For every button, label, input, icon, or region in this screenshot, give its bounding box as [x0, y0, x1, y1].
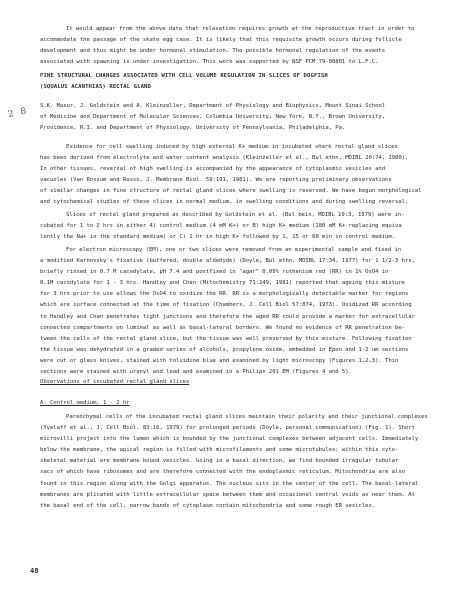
- text-line: Parenchymal cells of the incubated rectal gland slices maintain their polarity and their junctional complexes: [66, 414, 428, 420]
- handwritten-margin-note: 2 8: [7, 105, 30, 121]
- title-line: (SQUALUS ACANTHIAS) RECTAL GLAND: [40, 84, 151, 91]
- text-line: the basal end of the cell, narrow bands of cytoplasm contain mitochondria and some rough ER vesicles.: [40, 502, 376, 509]
- text-line: cubated for 1 to 2 hrs in either 4) control medium (4 mM K+) or B) high K+ medium (280 mM K+ replacing equiva: [40, 223, 402, 230]
- text-line: Evidence for cell swelling induced by high external K+ medium in incubated shark rectal gland slices: [66, 144, 398, 150]
- text-line: membranes are plicated with little extracellular space between them and occasional central voids as near them. At: [40, 491, 415, 498]
- text-line: microvilli project into the lumen which is bounded by the junctional complexes between adjacent cells. Immediately: [40, 436, 419, 443]
- text-line: a modified Karnovsky's fixative (buffered, double aldehyde) (Doyle, Bul ethn, MDIBL 17:34, 1977) for 1 1/2-3 hrs,: [40, 258, 415, 265]
- text-line: accommodate the passage of the skate egg case. It is likely that this requisite growth occurs during follicle: [40, 37, 402, 44]
- text-line: skeletal material are membrane bound vesicles. Going in a basal direction, we find bounded irregular tubular: [40, 458, 399, 465]
- section-heading: Observations of incubated rectal gland slices: [40, 379, 190, 385]
- text-line: found in this region along with the Golgi apparatus. The nucleus sits in the center of the cell. The basal-lateral: [40, 480, 419, 487]
- text-line: sections were stained with uranyl and lead and examined in a Philips 201 EM (Figures 4 and 5).: [40, 369, 352, 376]
- text-line: has been derived from electrolyte and water content analysis (Kleinzeller et al., Bul ethn, MDIBL 20:74, 1980).: [40, 155, 409, 162]
- text-line: 0.1M cacodylate for 1 - 3 hrs. Handley and Chan (Mitochemistry 71:249, 1981) reported that ageing this mixture: [40, 280, 405, 287]
- text-line: development and thus might be under hormonal stimulation. The possible hormonal regulation of the events: [40, 48, 386, 55]
- abstract-title: [40, 71, 328, 93]
- paragraph-slices: [40, 210, 404, 243]
- text-line: sacs of which have ribosomes and are therefore connected with the endoplasmic reticulum. Mitochondria are also: [40, 469, 405, 476]
- paragraph-control-medium: [40, 412, 428, 512]
- text-line: below the membrane, the apical region is filled with microfilaments and some microtubules; within this cyto-: [40, 447, 399, 454]
- text-line: For electron microscopy (EM), one or two slices were removed from an experimental sample and fixed in: [66, 247, 402, 253]
- text-line: vacuoles (Van Rossum and Russo, J. Membrane Biol. 59:191, 1981). We are reporting preliminary observations: [40, 177, 392, 184]
- text-line: for 3 hrs prior to use allows the OsO4 to oxidize the RR. RR is a morphologically detectable marker for regions: [40, 291, 409, 298]
- text-line: the tissue was dehydrated in a graded series of alcohols, propylene oxide, embedded in Epon and 1-2 um sections: [40, 346, 409, 353]
- author-line: Providence, R.I. and Department of Physiology, University of Pennsylvania, Philadelphia, Pa.: [40, 125, 346, 132]
- text-line: briefly rinsed in 0.7 M cacodylate, pH 7.4 and postfixed in "agar" 0.05% ruthenium red (RR) in 1% OsO4 in: [40, 269, 389, 276]
- text-line: to Handley and Chan penetrates tight junctions and therefore the aged RR could provide a marker for extracellular: [40, 313, 415, 320]
- text-line: connected compartments on luminal as well as basal-lateral borders. We found no evidence of RR penetration be-: [40, 324, 405, 331]
- page-number: 48: [30, 567, 39, 575]
- text-line: It would appear from the above data that relaxation requires growth at the reproductive tract in order to: [66, 26, 415, 32]
- text-line: In other tissues, reversal of high swelling is accompanied by the appearance of cytoplasmic vesicles and: [40, 166, 386, 173]
- author-line: S.K. Masur, J. Goldstein and A. Kleinzeller, Department of Physiology and Biophysics, Mount Sinai School: [40, 103, 386, 109]
- text-line: were cut or glass knives, stained with toluidine blue and examined by light microscopy (Figures 1,2,3). Thin: [40, 357, 399, 364]
- text-line: of similar changes in fine structure of rectal gland slices where swelling is reversed. We have begun morphological: [40, 188, 422, 195]
- text-line: which are surface connected at the time of fixation (Chambers, J. Cell Biol 57:874, 1973). Oxidized RR according: [40, 302, 412, 309]
- author-line: of Medicine and Department of Molecular Sciences, Columbia University, New York, N.Y., Brown University,: [40, 114, 386, 121]
- text-line: lently the Na+ in the standard medium) or C) 1 hr in high K+ followed by 1, 15 or 60 min in control medium.: [40, 234, 395, 241]
- text-line: (Yvelaff et al., J. Cell Biol. 83:16, 1979) for prolonged periods (Doyle, personal communication) (Fig. 1). Short: [40, 425, 415, 432]
- text-line: Slices of rectal gland prepared as described by Goldstein et al. (Bul bein, MDIBL 19:3, 1979) were in-: [66, 212, 405, 218]
- text-line: associated with spawning is under investigation. This work was supported by NSF PCM 79-08801 to L.F.C.: [40, 59, 379, 66]
- paragraph-electron-microscopy: [40, 245, 415, 378]
- text-line: tween the cells of the rectal gland slice, but the tissue was well preserved by this mixture. Following fixation: [40, 335, 412, 342]
- continuation-paragraph: [40, 24, 414, 68]
- text-line: and cytochemical studies of these slices in normal medium, in swelling conditions and during swelling reversal.: [40, 199, 409, 206]
- paragraph-evidence: [40, 142, 422, 209]
- author-block: [40, 101, 385, 134]
- title-line: FINE STRUCTURAL CHANGES ASSOCIATED WITH CELL VOLUME REGULATION IN SLICES OF DOGFISH: [40, 73, 328, 79]
- subsection-heading: A. Control medium, 1 - 2 hr: [40, 400, 130, 406]
